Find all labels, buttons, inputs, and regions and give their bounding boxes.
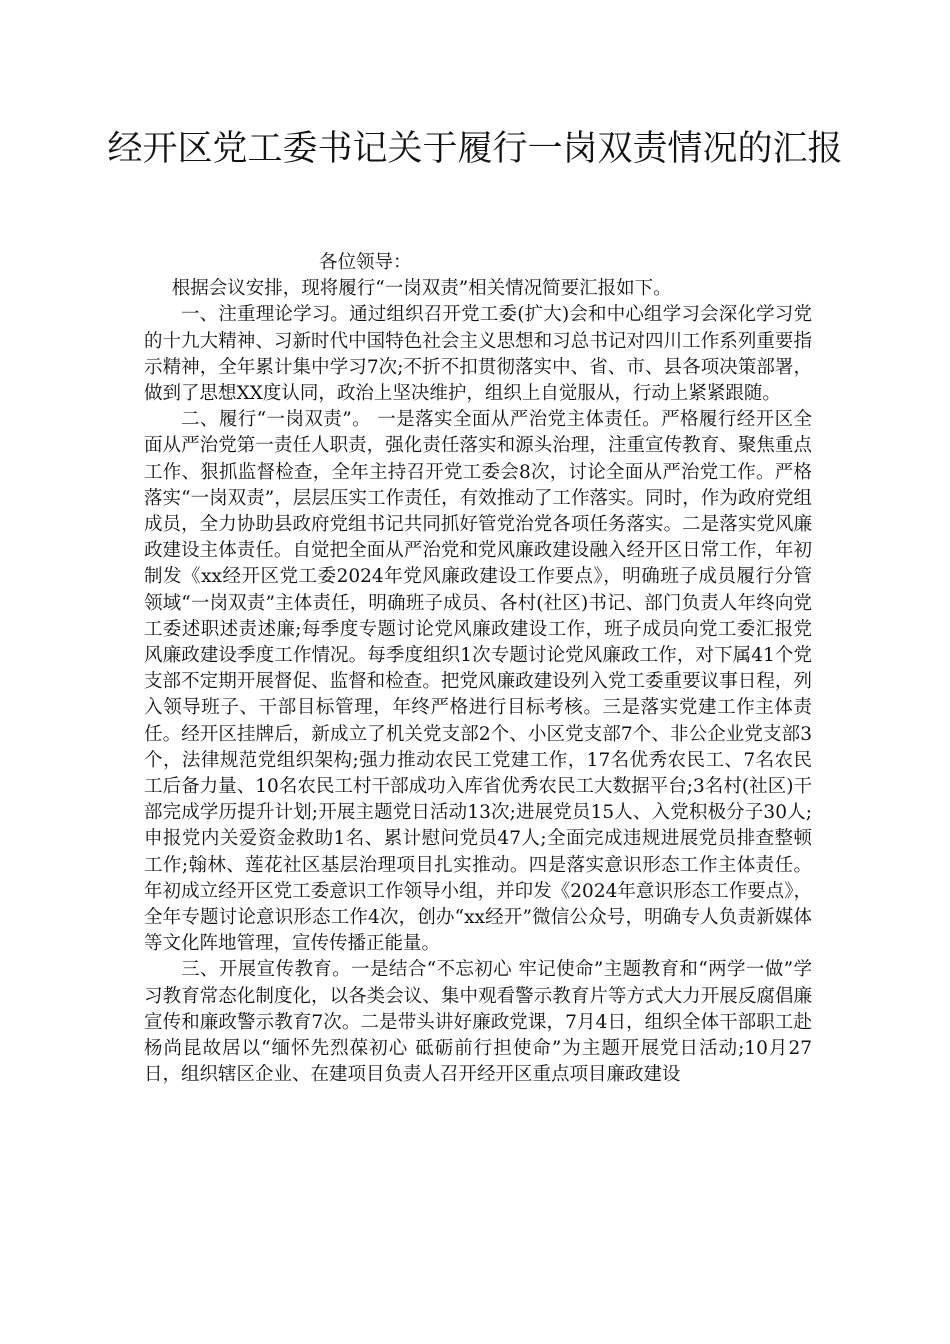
document-title: 经开区党工委书记关于履行一岗双责情况的汇报 [107,129,843,169]
salutation: 各位领导： [319,252,412,273]
paragraph-intro: 根据会议安排，现将履行“一岗双责”相关情况简要汇报如下。 [171,278,672,300]
paragraph-publicity-education: 三、开展宣传教育。一是结合“不忘初心 牢记使命”主题教育和“两学一做”学习教育常态化制度化，以各类会议、集中观看警示教育片等方式大力开展反腐倡廉宣传和廉政警示教育7次。二是带头讲好廉政党课，7月4日，组织全体干部职工赴杨尚昆故居以“缅怀先烈葆初心 砥砺前行担使命”为主题开展党日活动;10月27日，组织辖区企业、在建项目负责人召开经开区重点项目廉政建设 [144,959,812,1086]
document-body [144,250,812,1089]
paragraph-theory-study: 一、注重理论学习。通过组织召开党工委(扩大)会和中心组学习会深化学习党的十九大精神、习新时代中国特色社会主义思想和习总书记对四川工作系列重要指示精神，全年累计集中学习7次;不折不扣贯彻落实中、省、市、县各项决策部署，做到了思想XX度认同，政治上坚决维护，组织上自觉服从，行动上紧紧跟随。 [144,304,812,405]
paragraph-one-post-two-duties: 二、履行“一岗双责”。 一是落实全面从严治党主体责任。严格履行经开区全面从严治党第一责任人职责，强化责任落实和源头治理，注重宣传教育、聚焦重点工作、狠抓监督检查，全年主持召开党工委会8次，讨论全面从严治党工作。严格落实“一岗双责”，层层压实工作责任，有效推动了工作落实。同时，作为政府党组成员，全力协助县政府党组书记共同抓好管党治党各项任务落实。二是落实党风廉政建设主体责任。自觉把全面从严治党和党风廉政建设融入经开区日常工作，年初制发《xx经开区党工委2024年党风廉政建设工作要点》，明确班子成员履行分管领域“一岗双责”主体责任，明确班子成员、各村(社区)书记、部门负责人年终向党工委述职述责述廉;每季度专题讨论党风廉政建设工作，班子成员向党工委汇报党风廉政建设季度工作情况。每季度组织1次专题讨论党风廉政工作，对下属41个党支部不定期开展督促、监督和检查。把党风廉政建设列入党工委重要议事日程，列入领导班子、干部目标管理，年终严格进行目标考核。三是落实党建工作主体责任。经开区挂牌后，新成立了机关党支部2个、小区党支部7个、非公企业党支部3个，法律规范党组织架构;强力推动农民工党建工作，17名优秀农民工、7名农民工后备力量、10名农民工村干部成功入库省优秀农民工大数据平台;3名村(社区)干部完成学历提升计划;开展主题党日活动13次;进展党员15人、入党积极分子30人;申报党内关爱资金救助1名、累计慰问党员47人;全面完成违规进展党员排查整顿工作;翰林、莲花社区基层治理项目扎实推动。四是落实意识形态工作主体责任。年初成立经开区党工委意识工作领导小组，并印发《2024年意识形态工作要点》，全年专题讨论意识形态工作4次，创办“xx经开”微信公众号，明确专人负责新媒体等文化阵地管理，宣传传播正能量。 [144,409,812,955]
